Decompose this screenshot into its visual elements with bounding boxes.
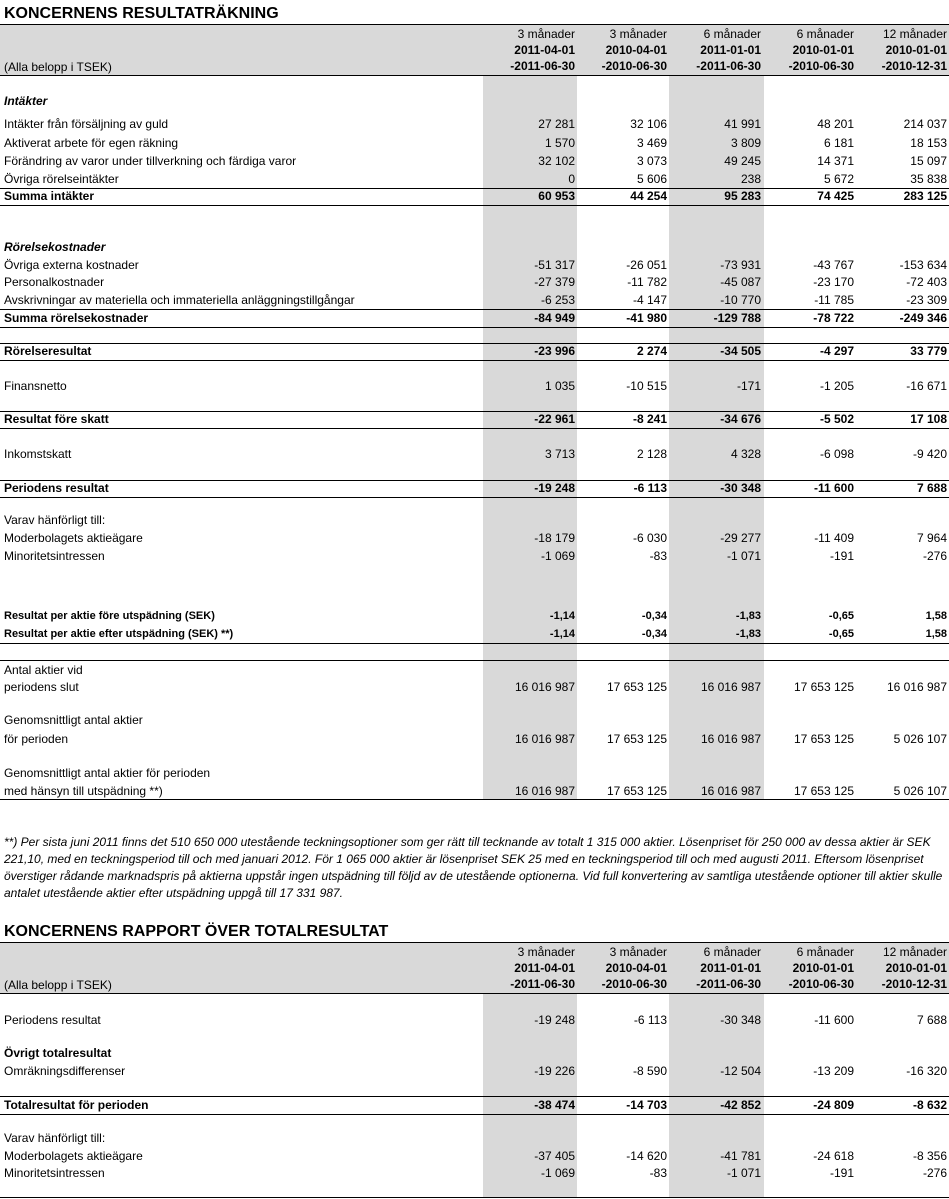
comprehensive-row-label: Totalresultat för perioden xyxy=(4,1098,149,1112)
income-cell-value: -45 087 xyxy=(720,275,761,289)
income-column-header xyxy=(661,26,761,74)
income-cell-value: 1,58 xyxy=(925,628,947,640)
income-cell-value: -51 317 xyxy=(534,258,575,272)
comprehensive-cell-value: -19 248 xyxy=(534,1013,575,1027)
income-cell-value: 27 281 xyxy=(538,117,575,131)
comprehensive-column-line1: 3 månader xyxy=(517,945,575,959)
income-cell-value: 16 016 987 xyxy=(514,680,575,694)
footnote: **) Per sista juni 2011 finns det 510 650 000 utestående teckningsoptioner som ger rätt till tecknande av totalt 1 315 000 aktier. Lösenpriset för 250 000 av dessa aktier är SEK 221,10, med en teckningsperiod till och med januari 2012. För 1 065 000 aktier är lösenpriset SEK 25 med en teckningsperiod till och med augusti 2011. Eftersom lösenpriset överstiger rådande marknadspris på aktierna uppstår ingen utspädning till följd av de utestående optionerna. Vid full konvertering av samtliga utestående optioner till aktier skulle antalet utestående aktier efter utspädning uppgå till 17 331 987. xyxy=(4,835,943,900)
income-row-label: Summa intäkter xyxy=(4,189,95,203)
comprehensive-column-line1: 12 månader xyxy=(882,945,947,959)
income-cell-value: -0,34 xyxy=(641,628,667,640)
income-row-label: periodens slut xyxy=(4,680,79,694)
income-row-label: Minoritetsintressen xyxy=(4,549,105,563)
income-column-line2: 2010-01-01 xyxy=(792,43,854,57)
income-column-header xyxy=(847,26,947,74)
income-row-label: Inkomstskatt xyxy=(4,447,72,461)
income-cell-value: 17 653 125 xyxy=(606,680,667,694)
income-cell-value: -34 676 xyxy=(720,412,761,426)
comprehensive-cell-value: -11 600 xyxy=(814,1013,854,1027)
income-column-line2: 2010-01-01 xyxy=(885,43,947,57)
income-row-label: Övriga rörelseintäkter xyxy=(4,172,119,186)
comprehensive-cell-value: -12 504 xyxy=(720,1064,761,1078)
comprehensive-row xyxy=(0,1165,949,1182)
comprehensive-cell-value: -14 620 xyxy=(626,1149,667,1163)
income-column-line1: 3 månader xyxy=(517,27,575,41)
income-cell-value: 49 245 xyxy=(724,154,761,168)
income-cell-value: -1,83 xyxy=(735,610,761,622)
income-row-label: Genomsnittligt antal aktier xyxy=(4,713,143,727)
income-column-line1: 6 månader xyxy=(703,27,761,41)
comprehensive-cell-value: -24 809 xyxy=(813,1098,854,1112)
income-row xyxy=(0,548,949,565)
comprehensive-column-line2: 2011-01-01 xyxy=(700,961,761,975)
income-row xyxy=(0,530,949,547)
income-cell-value: -4 297 xyxy=(819,344,854,358)
income-column-line2: 2010-04-01 xyxy=(605,43,667,57)
income-cell-value: -4 147 xyxy=(632,293,667,307)
income-cell-value: -73 931 xyxy=(720,258,761,272)
income-cell-value: -23 170 xyxy=(813,275,854,289)
comprehensive-column-line3: -2010-12-31 xyxy=(881,977,947,991)
income-column-header xyxy=(754,26,854,74)
income-cell-value: -276 xyxy=(922,549,947,563)
income-column-line2: 2011-04-01 xyxy=(514,43,575,57)
income-cell-value: -249 346 xyxy=(899,311,947,325)
income-cell-value: -19 248 xyxy=(534,481,575,495)
income-cell-value: 32 106 xyxy=(630,117,667,131)
income-cell-value: -11 600 xyxy=(813,481,854,495)
income-cell-value: 3 469 xyxy=(636,136,667,150)
income-row-label: Avskrivningar av materiella och immateriella anläggningstillgångar xyxy=(4,293,355,307)
income-cell-value: -191 xyxy=(829,549,854,563)
income-cell-value: 74 425 xyxy=(817,189,854,203)
income-cell-value: 18 153 xyxy=(910,136,947,150)
income-cell-value: 1,58 xyxy=(925,610,947,622)
comprehensive-column-header xyxy=(475,944,575,992)
income-row-label: Finansnetto xyxy=(4,379,67,393)
income-cell-value: 3 809 xyxy=(730,136,761,150)
income-cell-value: -11 409 xyxy=(814,531,854,545)
income-cell-value: 3 713 xyxy=(544,447,575,461)
income-cell-value: -129 788 xyxy=(713,311,761,325)
comprehensive-cell-value: -13 209 xyxy=(813,1064,854,1078)
income-cell-value: -153 634 xyxy=(899,258,947,272)
comprehensive-column-line1: 6 månader xyxy=(796,945,854,959)
income-cell-value: -27 379 xyxy=(534,275,575,289)
income-cell-value: -1 071 xyxy=(726,549,761,563)
header-bottom-rule-2 xyxy=(0,993,949,994)
income-cell-value: -1 069 xyxy=(540,549,575,563)
income-column-line1: 12 månader xyxy=(882,27,947,41)
income-cell-value: -23 996 xyxy=(534,344,575,358)
income-cell-value: -16 671 xyxy=(906,379,947,393)
income-cell-value: -10 770 xyxy=(720,293,761,307)
income-cell-value: 41 991 xyxy=(724,117,761,131)
comprehensive-column-line3: -2010-06-30 xyxy=(601,977,667,991)
income-row-label: Övriga externa kostnader xyxy=(4,258,139,272)
income-column-line3: -2011-06-30 xyxy=(510,59,575,73)
income-row xyxy=(0,608,949,625)
income-cell-value: 16 016 987 xyxy=(700,784,761,798)
income-rule xyxy=(0,497,949,498)
income-cell-value: -83 xyxy=(649,549,667,563)
comprehensive-column-line3: -2011-06-30 xyxy=(696,977,761,991)
income-row-label: Resultat före skatt xyxy=(4,412,109,426)
income-cell-value: 14 371 xyxy=(817,154,854,168)
income-cell-value: 17 653 125 xyxy=(606,732,667,746)
income-row xyxy=(0,480,949,497)
comprehensive-cell-value: -14 703 xyxy=(626,1098,667,1112)
income-rule xyxy=(0,643,949,644)
income-row-label: med hänsyn till utspädning **) xyxy=(4,784,163,798)
income-cell-value: 3 073 xyxy=(636,154,667,168)
income-row xyxy=(0,765,949,782)
income-row xyxy=(0,135,949,152)
income-cell-value: 7 964 xyxy=(916,531,947,545)
comprehensive-rule xyxy=(0,1114,949,1115)
income-cell-value: -9 420 xyxy=(912,447,947,461)
comprehensive-cell-value: -37 405 xyxy=(534,1149,575,1163)
income-cell-value: -6 030 xyxy=(632,531,667,545)
comprehensive-row xyxy=(0,1148,949,1165)
comprehensive-cell-value: -8 590 xyxy=(632,1064,667,1078)
comprehensive-row xyxy=(0,1012,949,1029)
comprehensive-cell-value: -83 xyxy=(649,1166,667,1180)
income-row-label: Intäkter från försäljning av guld xyxy=(4,117,169,131)
income-cell-value: 1 570 xyxy=(544,136,575,150)
income-cell-value: 15 097 xyxy=(910,154,947,168)
comprehensive-cell-value: -16 320 xyxy=(906,1064,947,1078)
income-row-label: Periodens resultat xyxy=(4,481,109,495)
comprehensive-row xyxy=(0,1063,949,1080)
income-row xyxy=(0,679,949,696)
comprehensive-column-line2: 2010-01-01 xyxy=(885,961,947,975)
income-cell-value: 1 035 xyxy=(544,379,575,393)
income-cell-value: 0 xyxy=(568,172,575,186)
income-cell-value: 2 128 xyxy=(636,447,667,461)
comprehensive-cell-value: -8 356 xyxy=(912,1149,947,1163)
comprehensive-row xyxy=(0,1045,949,1062)
income-row xyxy=(0,171,949,188)
income-cell-value: -1,14 xyxy=(549,628,575,640)
income-cell-value: 16 016 987 xyxy=(514,732,575,746)
comprehensive-column-header xyxy=(661,944,761,992)
income-cell-value: -78 722 xyxy=(813,311,854,325)
income-cell-value: -1,83 xyxy=(735,628,761,640)
income-cell-value: 48 201 xyxy=(817,117,854,131)
income-row-label: Förändring av varor under tillverkning och färdiga varor xyxy=(4,154,297,168)
comprehensive-column-line1: 6 månader xyxy=(703,945,761,959)
income-row xyxy=(0,783,949,800)
income-cell-value: -29 277 xyxy=(720,531,761,545)
comprehensive-row-label: Varav hänförligt till: xyxy=(4,1131,106,1145)
income-column-line2: 2011-01-01 xyxy=(700,43,761,57)
income-row-label: för perioden xyxy=(4,732,69,746)
income-cell-value: 5 026 107 xyxy=(893,784,947,798)
income-row-label: Antal aktier vid xyxy=(4,663,83,677)
income-column-header xyxy=(567,26,667,74)
income-cell-value: -8 241 xyxy=(632,412,667,426)
comprehensive-column-line3: -2011-06-30 xyxy=(510,977,575,991)
income-cell-value: 60 953 xyxy=(538,189,575,203)
income-cell-value: -26 051 xyxy=(626,258,667,272)
comprehensive-column-line1: 3 månader xyxy=(609,945,667,959)
income-column-line1: 3 månader xyxy=(609,27,667,41)
comprehensive-unit-label: (Alla belopp i TSEK) xyxy=(4,978,112,992)
comprehensive-column-line2: 2011-04-01 xyxy=(514,961,575,975)
comprehensive-cell-value: 7 688 xyxy=(916,1013,947,1027)
income-rule xyxy=(0,360,949,361)
income-row-label: Resultat per aktie före utspädning (SEK) xyxy=(4,610,215,622)
income-row-label: Rörelsekostnader xyxy=(4,240,106,254)
comprehensive-column-line2: 2010-04-01 xyxy=(605,961,667,975)
income-cell-value: 5 026 107 xyxy=(893,732,947,746)
income-cell-value: -10 515 xyxy=(626,379,667,393)
income-row xyxy=(0,662,949,679)
income-column-line3: -2010-06-30 xyxy=(601,59,667,73)
income-column-line3: -2011-06-30 xyxy=(696,59,761,73)
income-cell-value: 5 606 xyxy=(636,172,667,186)
income-row xyxy=(0,731,949,748)
income-cell-value: -1 205 xyxy=(819,379,854,393)
income-column-line1: 6 månader xyxy=(796,27,854,41)
income-cell-value: 17 653 125 xyxy=(606,784,667,798)
comprehensive-row xyxy=(0,1130,949,1147)
comprehensive-column-line2: 2010-01-01 xyxy=(792,961,854,975)
comprehensive-row-label: Periodens resultat xyxy=(4,1013,101,1027)
income-rule xyxy=(0,205,949,206)
comprehensive-row-label: Övrigt totalresultat xyxy=(4,1046,112,1060)
income-row-label: Intäkter xyxy=(4,94,48,108)
income-row-label: Moderbolagets aktieägare xyxy=(4,531,143,545)
income-cell-value: 33 779 xyxy=(910,344,947,358)
income-cell-value: 35 838 xyxy=(910,172,947,186)
income-cell-value: -30 348 xyxy=(720,481,761,495)
comprehensive-row-label: Moderbolagets aktieägare xyxy=(4,1149,143,1163)
income-cell-value: 7 688 xyxy=(916,481,947,495)
income-cell-value: -72 403 xyxy=(906,275,947,289)
comprehensive-cell-value: -1 071 xyxy=(726,1166,761,1180)
income-cell-value: -6 253 xyxy=(540,293,575,307)
income-cell-value: -18 179 xyxy=(534,531,575,545)
income-row xyxy=(0,310,949,327)
comprehensive-cell-value: -8 632 xyxy=(912,1098,947,1112)
income-cell-value: -0,65 xyxy=(828,628,854,640)
income-row-label: Personalkostnader xyxy=(4,275,105,289)
comprehensive-column-header xyxy=(754,944,854,992)
income-cell-value: 6 181 xyxy=(823,136,854,150)
comprehensive-cell-value: -30 348 xyxy=(720,1013,761,1027)
income-cell-value: -43 767 xyxy=(813,258,854,272)
comprehensive-rule xyxy=(0,1197,949,1198)
income-row-label: Aktiverat arbete för egen räkning xyxy=(4,136,179,150)
income-cell-value: -171 xyxy=(736,379,761,393)
income-row xyxy=(0,512,949,529)
income-column-line3: -2010-06-30 xyxy=(788,59,854,73)
income-rule xyxy=(0,327,949,328)
income-cell-value: 16 016 987 xyxy=(886,680,947,694)
income-cell-value: 5 672 xyxy=(823,172,854,186)
income-cell-value: -11 785 xyxy=(814,293,854,307)
comprehensive-column-line3: -2010-06-30 xyxy=(788,977,854,991)
income-cell-value: -6 113 xyxy=(633,481,667,495)
comprehensive-cell-value: -19 226 xyxy=(534,1064,575,1078)
income-cell-value: -5 502 xyxy=(819,412,854,426)
comprehensive-cell-value: -24 618 xyxy=(813,1149,854,1163)
income-row xyxy=(0,116,949,133)
income-cell-value: 17 653 125 xyxy=(793,680,854,694)
comprehensive-cell-value: -276 xyxy=(922,1166,947,1180)
income-row xyxy=(0,712,949,729)
income-rule xyxy=(0,428,949,429)
income-cell-value: 44 254 xyxy=(630,189,667,203)
income-cell-value: 95 283 xyxy=(724,189,761,203)
income-cell-value: 283 125 xyxy=(903,189,947,203)
income-cell-value: 17 653 125 xyxy=(793,784,854,798)
income-row-label: Varav hänförligt till: xyxy=(4,513,106,527)
income-cell-value: -84 949 xyxy=(534,311,575,325)
income-row-label: Rörelseresultat xyxy=(4,344,92,358)
income-cell-value: -34 505 xyxy=(720,344,761,358)
income-row xyxy=(0,292,949,309)
comprehensive-title: KONCERNENS RAPPORT ÖVER TOTALRESULTAT xyxy=(4,923,389,940)
income-unit-label: (Alla belopp i TSEK) xyxy=(4,60,112,74)
income-row xyxy=(0,411,949,428)
comprehensive-cell-value: -1 069 xyxy=(540,1166,575,1180)
income-cell-value: 238 xyxy=(740,172,761,186)
income-rule xyxy=(0,660,949,661)
header-bottom-rule xyxy=(0,75,949,76)
income-row xyxy=(0,188,949,205)
income-cell-value: 16 016 987 xyxy=(700,680,761,694)
income-row xyxy=(0,239,949,256)
income-cell-value: 17 108 xyxy=(910,412,947,426)
income-cell-value: 214 037 xyxy=(903,117,947,131)
income-row xyxy=(0,257,949,274)
comprehensive-cell-value: -41 781 xyxy=(720,1149,761,1163)
income-row xyxy=(0,343,949,360)
income-row xyxy=(0,446,949,463)
income-cell-value: 32 102 xyxy=(538,154,575,168)
income-cell-value: 16 016 987 xyxy=(700,732,761,746)
income-cell-value: -1,14 xyxy=(549,610,575,622)
income-cell-value: 17 653 125 xyxy=(793,732,854,746)
income-row xyxy=(0,93,949,110)
income-row xyxy=(0,378,949,395)
comprehensive-column-header xyxy=(847,944,947,992)
comprehensive-column-header xyxy=(567,944,667,992)
comprehensive-cell-value: -42 852 xyxy=(720,1098,761,1112)
comprehensive-row xyxy=(0,1097,949,1114)
income-cell-value: -0,34 xyxy=(641,610,667,622)
comprehensive-row-label: Omräkningsdifferenser xyxy=(4,1064,126,1078)
income-column-header xyxy=(475,26,575,74)
income-row xyxy=(0,626,949,643)
income-row-label: Genomsnittligt antal aktier för perioden xyxy=(4,766,211,780)
comprehensive-cell-value: -191 xyxy=(829,1166,854,1180)
income-row-label: Summa rörelsekostnader xyxy=(4,311,149,325)
comprehensive-cell-value: -38 474 xyxy=(534,1098,575,1112)
income-cell-value: -22 961 xyxy=(534,412,575,426)
income-row-label: Resultat per aktie efter utspädning (SEK) **) xyxy=(4,628,234,640)
income-cell-value: -0,65 xyxy=(828,610,854,622)
income-cell-value: -41 980 xyxy=(626,311,667,325)
income-cell-value: -6 098 xyxy=(819,447,854,461)
income-statement-title: KONCERNENS RESULTATRÄKNING xyxy=(4,5,279,22)
income-cell-value: -11 782 xyxy=(627,275,667,289)
income-cell-value: -23 309 xyxy=(906,293,947,307)
income-cell-value: 2 274 xyxy=(636,344,667,358)
income-column-line3: -2010-12-31 xyxy=(881,59,947,73)
comprehensive-row-label: Minoritetsintressen xyxy=(4,1166,105,1180)
income-row xyxy=(0,274,949,291)
income-row xyxy=(0,153,949,170)
income-cell-value: 16 016 987 xyxy=(514,784,575,798)
income-cell-value: 4 328 xyxy=(730,447,761,461)
comprehensive-cell-value: -6 113 xyxy=(633,1013,667,1027)
